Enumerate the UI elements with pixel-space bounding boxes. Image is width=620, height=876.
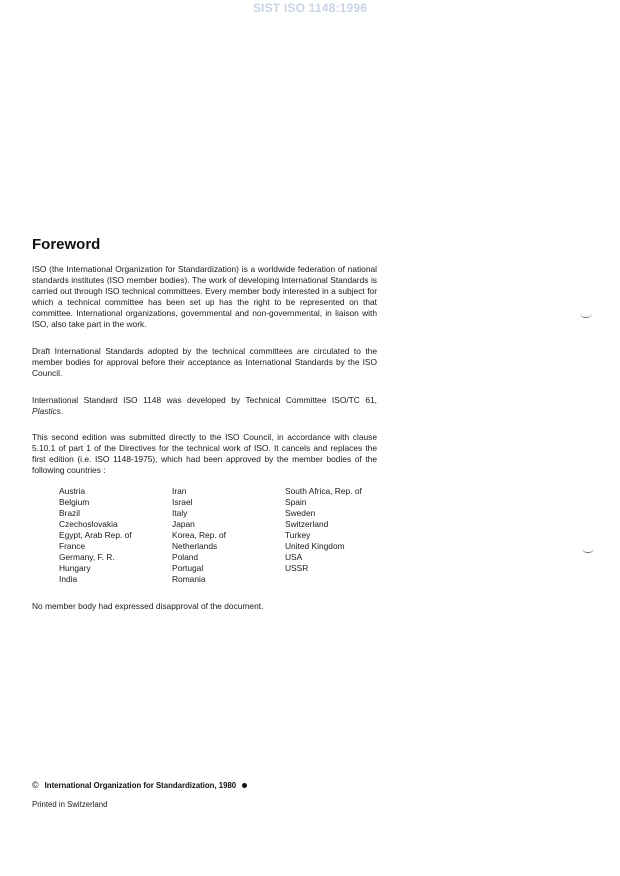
printed-in: Printed in Switzerland [32, 800, 108, 809]
watermark: SIST ISO 1148:1996 [252, 1, 368, 15]
country-item: India [59, 574, 78, 584]
country-item: Hungary [59, 563, 91, 573]
country-list [59, 486, 389, 585]
country-item: Portugal [172, 563, 204, 573]
country-column-2 [172, 486, 285, 585]
scan-mark-icon [582, 548, 594, 553]
country-item: Italy [172, 508, 188, 518]
country-item: Brazil [59, 508, 80, 518]
country-column-1 [59, 486, 172, 585]
country-item: Turkey [285, 530, 311, 540]
committee-text: International Standard ISO 1148 was developed by Technical Committee ISO/TC 61, [32, 395, 377, 405]
copyright-icon: © [32, 780, 39, 790]
country-item: South Africa, Rep. of [285, 486, 362, 496]
country-item: Poland [172, 552, 199, 562]
country-item: France [59, 541, 86, 551]
country-item: United Kingdom [285, 541, 345, 551]
paragraph-draft-standards: Draft International Standards adopted by the technical committees are circulated to the member bodies for approval before their acceptance as International Standards by the ISO Council. [32, 346, 377, 378]
paragraph-committee [32, 395, 377, 417]
country-item: Belgium [59, 497, 90, 507]
scan-mark-icon [580, 313, 592, 318]
paragraph-iso-intro: ISO (the International Organization for Standardization) is a worldwide federation of national standards institutes (ISO member bodies). The work of developing International Standards is carried out through ISO technical committees. Every member body interested in a subject for which a technical committee has been set up has the right to be represented on that committee. International organizations, governmental and non-governmental, in liaison with ISO, also take part in the work. [32, 264, 377, 329]
paragraph-second-edition: This second edition was submitted directly to the ISO Council, in accordance with clause 5.10.1 of part 1 of the Directives for the technical work of ISO. It cancels and replaces the first edition (i.e. ISO 1148-1975), which had been approved by the member bodies of the following countries : [32, 432, 377, 475]
country-item: Sweden [285, 508, 316, 518]
country-item: Czechoslovakia [59, 519, 118, 529]
country-item: Romania [172, 574, 206, 584]
country-item: Egypt, Arab Rep. of [59, 530, 132, 540]
copyright-text: International Organization for Standardization, 1980 [44, 781, 237, 790]
page-title: Foreword [32, 236, 101, 253]
country-item: Israel [172, 497, 193, 507]
country-item: USSR [285, 563, 309, 573]
country-item: Japan [172, 519, 195, 529]
country-column-3 [285, 486, 389, 585]
country-item: Iran [172, 486, 187, 496]
country-item: USA [285, 552, 303, 562]
country-item: Switzerland [285, 519, 329, 529]
country-item: Germany, F. R. [59, 552, 115, 562]
paragraph-no-disapproval: No member body had expressed disapproval of the document. [32, 601, 264, 611]
bullet-icon [242, 783, 247, 788]
country-item: Spain [285, 497, 307, 507]
committee-period: . [60, 406, 64, 416]
country-item: Korea, Rep. of [172, 530, 227, 540]
country-item: Netherlands [172, 541, 218, 551]
committee-title: Plastics [32, 406, 61, 416]
country-item: Austria [59, 486, 86, 496]
copyright-line [32, 780, 247, 790]
